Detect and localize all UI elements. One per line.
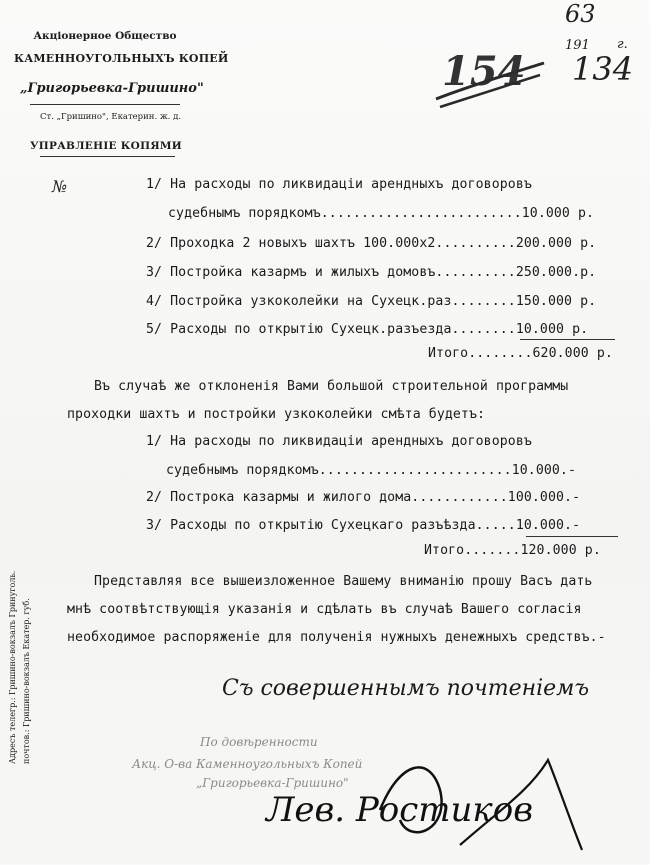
list2-total: Итого.......120.000 р. <box>424 543 601 558</box>
list1-item2: 2/ Проходка 2 новыхъ шахтъ 100.000х2..........200.000 р. <box>146 236 597 251</box>
letterhead-company-name: КАМЕННОУГОЛЬНЫХЪ КОПЕЙ <box>14 52 229 65</box>
list1-item1-line2: судебнымъ порядкомъ.........................10.000 р. <box>168 206 595 221</box>
list2-item2: 2/ Построка казармы и жилого дома............100.000.- <box>146 490 581 505</box>
year-suffix: г. <box>617 37 628 52</box>
paragraph2-line1: Представляя все вышеизложенное Вашему вниманію прошу Васъ дать <box>94 574 593 589</box>
letterhead-divider <box>30 104 180 105</box>
list1-item4: 4/ Постройка узкоколейки на Сухецк.раз........150.000 р. <box>146 294 597 309</box>
paragraph1-line2: проходки шахтъ и постройки узкоколейки смѣта будетъ: <box>67 407 486 422</box>
letterhead-station: Ст. „Гришино", Екатерин. ж. д. <box>39 112 182 122</box>
signature-flourish-icon <box>370 750 590 860</box>
list2-item1-line1: 1/ На расходы по ликвидаціи арендныхъ договоровъ <box>146 434 532 449</box>
paragraph1-line1: Въ случаѣ же отклоненія Вами большой строительной программы <box>94 379 569 394</box>
list1-sum-rule <box>520 339 615 340</box>
side-address-post: почтов.: Гришино-вокзалъ Екатер. губ. <box>22 598 31 764</box>
letterhead-company-type: Акціонерное Общество <box>33 30 177 42</box>
side-address <box>6 424 34 764</box>
list1-total: Итого........620.000 р. <box>428 346 613 361</box>
list1-item3: 3/ Постройка казармъ и жилыхъ домовъ..........250.000.р. <box>146 265 597 280</box>
paragraph2-line3: необходимое распоряженіе для полученія нужныхъ денежныхъ средствъ.- <box>67 630 606 645</box>
letterhead-underline <box>40 156 175 157</box>
strike-lines-icon <box>432 55 547 115</box>
number-label: № <box>52 177 68 196</box>
side-address-telegraph: Адресъ телегр.: Гришино-вокзалъ Гринуголь. <box>8 570 17 764</box>
stamp-line2: Акц. О-ва Каменноугольныхъ Копей <box>132 757 363 771</box>
signature: Лев. Ростиков <box>266 790 533 830</box>
crossed-number: 154 <box>442 48 526 95</box>
list1-item1-line1: 1/ На расходы по ликвидаціи арендныхъ договоровъ <box>146 177 532 192</box>
closing-phrase: Съ совершеннымъ почтеніемъ <box>222 676 590 701</box>
letterhead-department: УПРАВЛЕНІЕ КОПЯМИ <box>29 140 183 152</box>
list1-item5: 5/ Расходы по открытію Сухецк.разъезда........10.000 р. <box>146 322 589 337</box>
list2-item1-line2: судебнымъ порядкомъ........................10.000.- <box>166 463 577 478</box>
list2-item3: 3/ Расходы по открытію Сухецкаго разъѣзда.....10.000.- <box>146 518 581 533</box>
stamp-line1: По довѣренности <box>200 735 318 749</box>
handwritten-number: 134 <box>572 50 634 88</box>
list2-sum-rule <box>526 536 618 537</box>
letterhead-mine-name: „Григорьевка-Гришино" <box>20 81 204 96</box>
stamp-line3: „Григорьевка-Гришино" <box>196 776 349 790</box>
top-right-number: 63 <box>565 0 596 28</box>
year-prefix: 191 <box>565 38 590 53</box>
paragraph2-line2: мнѣ соотвѣтствующія указанія и сдѣлать въ случаѣ Вашего согласія <box>67 602 582 617</box>
